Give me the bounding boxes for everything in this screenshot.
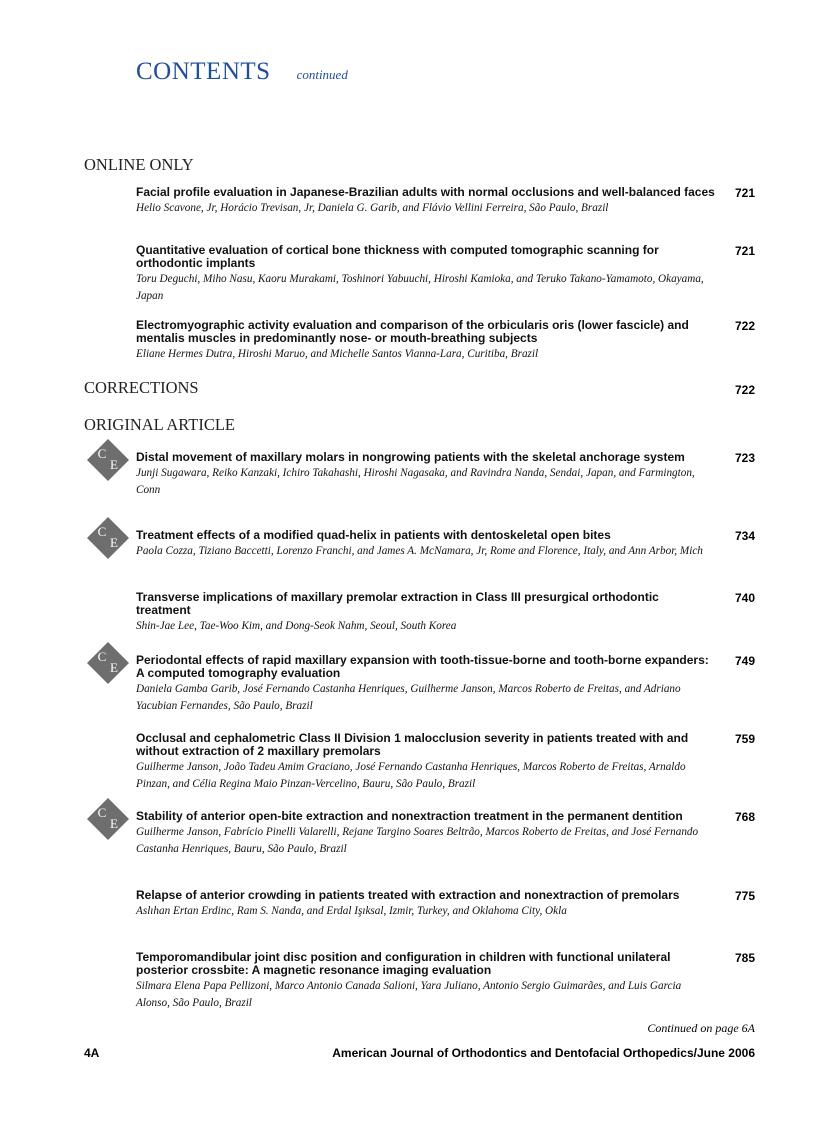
ce-credit-icon: [86, 516, 130, 560]
article-title[interactable]: Electromyographic activity evaluation and comparison of the orbicularis oris (lower fascicle) and mentalis muscles in predominantly nose- or mouth-breathing subjects: [136, 318, 689, 345]
ce-credit-icon: [86, 438, 130, 482]
article-title[interactable]: Transverse implications of maxillary premolar extraction in Class III presurgical orthodontic treatment: [136, 590, 659, 617]
article-authors: Shin-Jae Lee, Tae-Woo Kim, and Dong-Seok Nahm, Seoul, South Korea: [136, 620, 457, 632]
article-title[interactable]: Occlusal and cephalometric Class II Division 1 malocclusion severity in patients treated with and without extraction of 2 maxillary premolars: [136, 731, 689, 758]
page-header: [136, 58, 348, 92]
article-page: 749: [734, 654, 755, 668]
article-authors: Helio Scavone, Jr, Horácio Trevisan, Jr, Daniela G. Garib, and Flávio Vellini Ferreira, São Paulo, Brazil: [136, 202, 609, 214]
article-page: 722: [734, 319, 755, 333]
article-title[interactable]: Stability of anterior open-bite extraction and nonextraction treatment in the permanent dentition: [136, 809, 683, 823]
toc-entry[interactable]: [136, 529, 758, 560]
section-heading-corrections: CORRECTIONS: [84, 378, 199, 397]
article-authors: Aslıhan Ertan Erdinc, Ram S. Nanda, and Erdal Işıksal, Izmir, Turkey, and Oklahoma City, Okla: [136, 905, 567, 917]
article-title[interactable]: Periodontal effects of rapid maxillary expansion with tooth-tissue-borne and tooth-borne expanders: A computed tomography evaluation: [136, 653, 709, 680]
corrections-page: 722: [734, 383, 755, 397]
article-authors: Junji Sugawara, Reiko Kanzaki, Ichiro Takahashi, Hiroshi Nagasaka, and Ravindra Nanda, Sendai, Japan, and Farmington, Conn: [136, 467, 695, 496]
toc-entry[interactable]: [136, 732, 758, 793]
toc-entry[interactable]: [136, 451, 758, 499]
toc-entry[interactable]: [136, 889, 758, 920]
article-authors: Daniela Gamba Garib, José Fernando Castanha Henriques, Guilherme Janson, Marcos Roberto de Freitas, and Adriano Yacubian Fernandes, São Paulo, Brazil: [136, 683, 681, 712]
footer-journal: American Journal of Orthodontics and Dentofacial Orthopedics/June 2006: [332, 1046, 755, 1060]
ce-letter-c: C: [97, 446, 107, 461]
ce-letter-c: C: [97, 524, 107, 539]
ce-letter-c: C: [97, 805, 107, 820]
toc-entry[interactable]: [136, 654, 758, 715]
article-title[interactable]: Relapse of anterior crowding in patients treated with extraction and nonextraction of premolars: [136, 888, 680, 902]
article-title[interactable]: Quantitative evaluation of cortical bone thickness with computed tomographic scanning for orthodontic implants: [136, 243, 659, 270]
footer-page-number: 4A: [84, 1046, 100, 1060]
ce-credit-icon: [86, 641, 130, 685]
toc-entry[interactable]: [136, 244, 758, 305]
toc-entry[interactable]: [136, 186, 758, 217]
article-page: 734: [734, 529, 755, 543]
article-page: 759: [734, 732, 755, 746]
ce-credit-icon: [86, 797, 130, 841]
article-authors: Eliane Hermes Dutra, Hiroshi Maruo, and Michelle Santos Vianna-Lara, Curitiba, Brazil: [136, 348, 539, 360]
section-heading-original-article: ORIGINAL ARTICLE: [84, 415, 236, 434]
article-authors: Silmara Elena Papa Pellizoni, Marco Antonio Canada Salioni, Yara Juliano, Antonio Sergio Guimarães, and Luis Garcia Alonso, São Paulo, Brazil: [136, 980, 682, 1009]
ce-letter-c: C: [97, 649, 107, 664]
section-heading-online-only: ONLINE ONLY: [84, 155, 194, 174]
article-authors: Guilherme Janson, João Tadeu Amim Graciano, José Fernando Castanha Henriques, Marcos Roberto de Freitas, Arnaldo Pinzan, and Célia Regina Maio Pinzan-Vercelino, Bauru, São Paulo, Brazil: [136, 761, 686, 790]
article-title[interactable]: Treatment effects of a modified quad-helix in patients with dentoskeletal open bites: [136, 528, 611, 542]
contents-title: CONTENTS: [136, 58, 271, 85]
article-title[interactable]: Facial profile evaluation in Japanese-Brazilian adults with normal occlusions and well-balanced faces: [136, 185, 715, 199]
article-page: 785: [734, 951, 755, 965]
toc-entry[interactable]: [136, 319, 758, 363]
toc-entry[interactable]: [136, 591, 758, 635]
toc-entry[interactable]: [136, 951, 758, 1012]
article-page: 721: [734, 244, 755, 258]
article-page: 723: [734, 451, 755, 465]
continued-note: Continued on page 6A: [647, 1021, 755, 1035]
article-authors: Toru Deguchi, Miho Nasu, Kaoru Murakami, Toshinori Yabuuchi, Hiroshi Kamioka, and Teruko Takano-Yamamoto, Okayama, Japan: [136, 273, 704, 302]
article-page: 721: [734, 186, 755, 200]
ce-letter-e: E: [110, 457, 118, 472]
ce-letter-e: E: [110, 660, 118, 675]
article-page: 775: [734, 889, 755, 903]
contents-continued-label: continued: [296, 67, 348, 82]
article-page: 740: [734, 591, 755, 605]
article-authors: Paola Cozza, Tiziano Baccetti, Lorenzo Franchi, and James A. McNamara, Jr, Rome and Florence, Italy, and Ann Arbor, Mich: [136, 545, 703, 557]
ce-letter-e: E: [110, 535, 118, 550]
article-title[interactable]: Temporomandibular joint disc position and configuration in children with functional unilateral posterior crossbite: A magnetic resonance imaging evaluation: [136, 950, 671, 977]
ce-letter-e: E: [110, 816, 118, 831]
toc-entry[interactable]: [136, 810, 758, 858]
article-page: 768: [734, 810, 755, 824]
article-title[interactable]: Distal movement of maxillary molars in nongrowing patients with the skeletal anchorage system: [136, 450, 685, 464]
article-authors: Guilherme Janson, Fabrício Pinelli Valarelli, Rejane Targino Soares Beltrão, Marcos Roberto de Freitas, and José Fernando Castanha Henriques, Bauru, São Paulo, Brazil: [136, 826, 699, 855]
